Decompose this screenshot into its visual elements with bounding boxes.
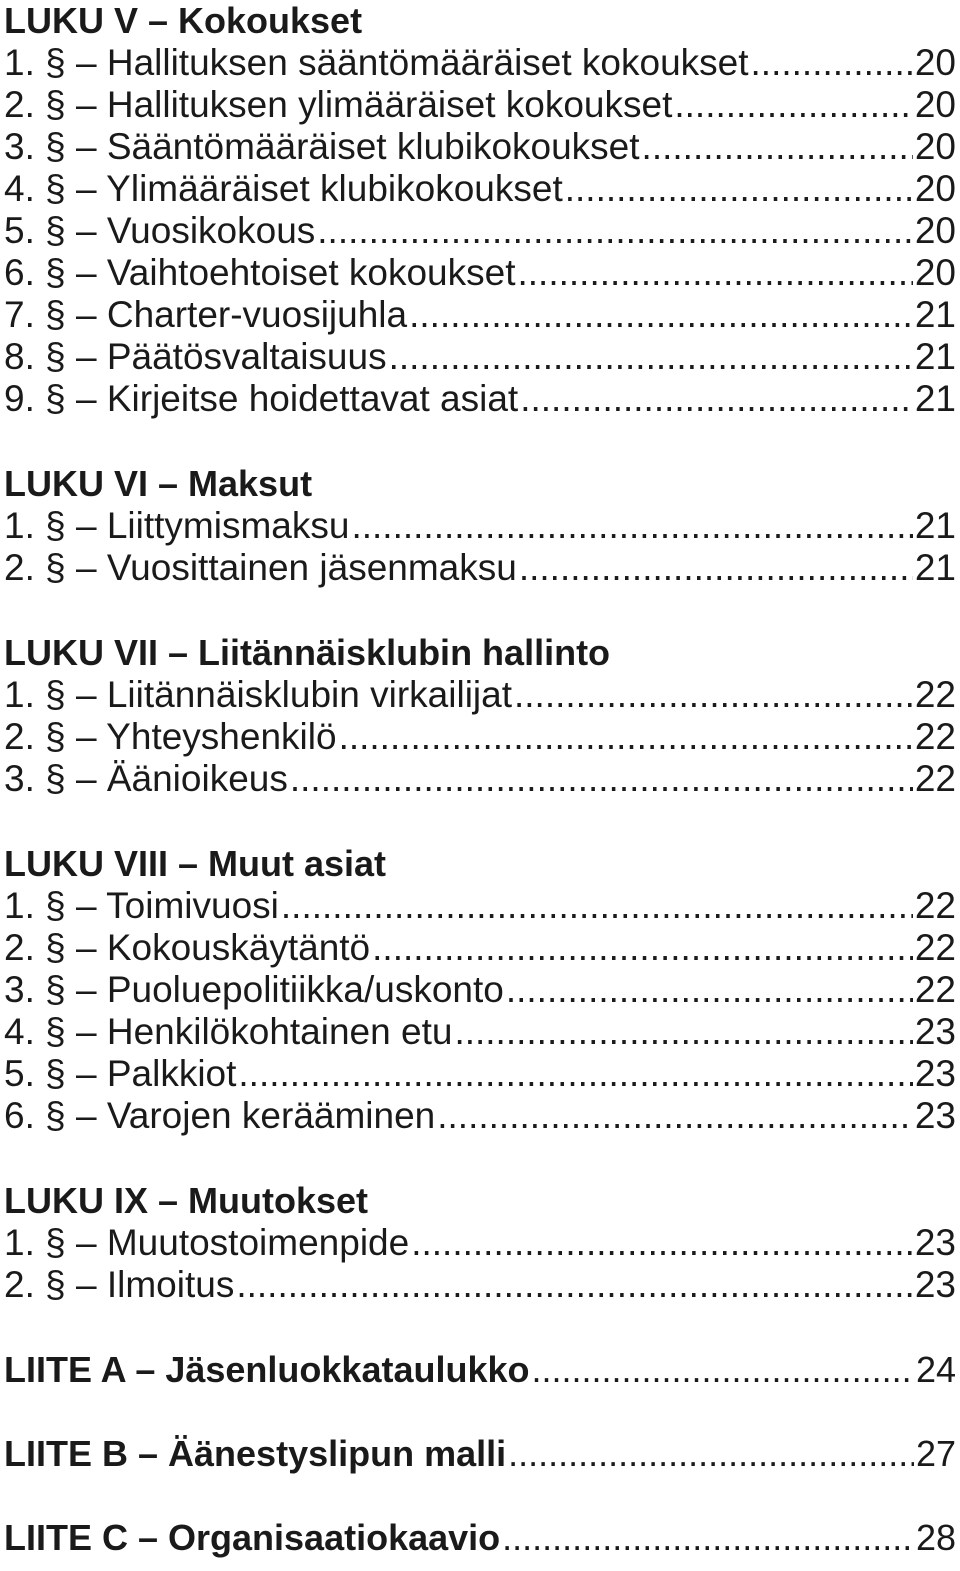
toc-entry[interactable] [4, 505, 956, 547]
page-number: 20 [914, 210, 956, 251]
entry-label: 1. § – Liitännäisklubin virkailijat [4, 674, 512, 715]
appendix-entry[interactable] [4, 1433, 956, 1475]
dot-leader [674, 84, 912, 126]
chapter-heading [4, 632, 956, 674]
entry-label: 3. § – Puoluepolitiikka/uskonto [4, 969, 504, 1010]
page-number: 23 [914, 1011, 956, 1052]
dot-leader [751, 42, 913, 84]
dot-leader [389, 336, 913, 378]
entry-label: 1. § – Liittymismaksu [4, 505, 350, 546]
toc-entry[interactable] [4, 42, 956, 84]
toc-entry[interactable] [4, 758, 956, 800]
section-spacer [4, 800, 956, 843]
entry-label: 6. § – Varojen kerääminen [4, 1095, 436, 1136]
page-number: 20 [914, 126, 956, 167]
entry-label: 2. § – Hallituksen ylimääräiset kokoukset [4, 84, 673, 125]
dot-leader [238, 1053, 912, 1095]
page-number: 22 [914, 758, 956, 799]
page-number: 22 [914, 716, 956, 757]
chapter-title: LUKU V – Kokoukset [4, 0, 363, 41]
dot-leader [339, 716, 913, 758]
page-number: 20 [914, 168, 956, 209]
chapter-title: LUKU VI – Maksut [4, 463, 313, 504]
section-spacer [4, 1391, 956, 1433]
section-spacer [4, 1306, 956, 1349]
toc-entry[interactable] [4, 1095, 956, 1137]
page-number: 21 [914, 378, 956, 419]
entry-label: 3. § – Äänioikeus [4, 758, 288, 799]
toc-entry[interactable] [4, 336, 956, 378]
toc-entry[interactable] [4, 378, 956, 420]
toc-entry[interactable] [4, 84, 956, 126]
chapter-title: LUKU VIII – Muut asiat [4, 843, 387, 884]
toc-entry[interactable] [4, 252, 956, 294]
page-number: 27 [915, 1433, 956, 1474]
appendix-entry[interactable] [4, 1349, 956, 1391]
chapter-heading [4, 0, 956, 42]
chapter-heading [4, 463, 956, 505]
toc-entry[interactable] [4, 969, 956, 1011]
chapter-title: LUKU IX – Muutokset [4, 1180, 369, 1221]
entry-label: 1. § – Muutostoimenpide [4, 1222, 410, 1263]
page-number: 20 [914, 84, 956, 125]
page-number: 23 [914, 1222, 956, 1263]
entry-label: 2. § – Yhteyshenkilö [4, 716, 337, 757]
dot-leader [642, 126, 913, 168]
entry-label: 5. § – Vuosikokous [4, 210, 316, 251]
entry-label: 3. § – Sääntömääräiset klubikokoukset [4, 126, 640, 167]
entry-label: 2. § – Ilmoitus [4, 1264, 235, 1305]
section-spacer [4, 1475, 956, 1517]
page-number: 21 [914, 547, 956, 588]
dot-leader [236, 1264, 913, 1306]
toc-entry[interactable] [4, 927, 956, 969]
page-number: 21 [914, 294, 956, 335]
page-number: 21 [914, 505, 956, 546]
entry-label: 2. § – Kokouskäytäntö [4, 927, 371, 968]
entry-label: 5. § – Palkkiot [4, 1053, 237, 1094]
table-of-contents [4, 0, 956, 1559]
chapter-title: LUKU VII – Liitännäisklubin hallinto [4, 632, 611, 673]
dot-leader [502, 1517, 914, 1559]
toc-entry[interactable] [4, 1264, 956, 1306]
entry-label: 6. § – Vaihtoehtoiset kokoukset [4, 252, 516, 293]
page-number: 23 [914, 1264, 956, 1305]
dot-leader [454, 1011, 912, 1053]
section-spacer [4, 589, 956, 632]
appendix-label: LIITE C – Organisaatiokaavio [4, 1517, 501, 1558]
dot-leader [517, 252, 912, 294]
toc-entry[interactable] [4, 885, 956, 927]
entry-label: 8. § – Päätösvaltaisuus [4, 336, 387, 377]
appendix-label: LIITE A – Jäsenluokkataulukko [4, 1349, 530, 1390]
dot-leader [508, 1433, 914, 1475]
toc-entry[interactable] [4, 210, 956, 252]
toc-entry[interactable] [4, 1011, 956, 1053]
dot-leader [514, 674, 913, 716]
dot-leader [281, 885, 913, 927]
page-number: 22 [914, 885, 956, 926]
entry-label: 4. § – Henkilökohtainen etu [4, 1011, 453, 1052]
page-number: 21 [914, 336, 956, 377]
chapter-heading [4, 1180, 956, 1222]
dot-leader [411, 1222, 913, 1264]
page-number: 22 [914, 674, 956, 715]
dot-leader [290, 758, 913, 800]
entry-label: 1. § – Hallituksen sääntömääräiset kokoukset [4, 42, 749, 83]
entry-label: 9. § – Kirjeitse hoidettavat asiat [4, 378, 519, 419]
section-spacer [4, 1137, 956, 1180]
page-number: 28 [915, 1517, 956, 1558]
toc-entry[interactable] [4, 674, 956, 716]
page-number: 22 [914, 969, 956, 1010]
chapter-heading [4, 843, 956, 885]
dot-leader [520, 378, 913, 420]
page-number: 23 [914, 1053, 956, 1094]
toc-entry[interactable] [4, 126, 956, 168]
toc-entry[interactable] [4, 547, 956, 589]
toc-entry[interactable] [4, 1053, 956, 1095]
dot-leader [372, 927, 913, 969]
page-number: 23 [914, 1095, 956, 1136]
toc-entry[interactable] [4, 716, 956, 758]
entry-label: 7. § – Charter-vuosijuhla [4, 294, 408, 335]
dot-leader [351, 505, 912, 547]
toc-entry[interactable] [4, 294, 956, 336]
entry-label: 4. § – Ylimääräiset klubikokoukset [4, 168, 563, 209]
page-number: 20 [914, 252, 956, 293]
section-spacer [4, 420, 956, 463]
toc-entry[interactable] [4, 168, 956, 210]
appendix-entry[interactable] [4, 1517, 956, 1559]
toc-entry[interactable] [4, 1222, 956, 1264]
dot-leader [317, 210, 913, 252]
dot-leader [565, 168, 913, 210]
dot-leader [519, 547, 913, 589]
dot-leader [532, 1349, 914, 1391]
dot-leader [437, 1095, 913, 1137]
page-number: 22 [914, 927, 956, 968]
dot-leader [506, 969, 913, 1011]
entry-label: 1. § – Toimivuosi [4, 885, 279, 926]
entry-label: 2. § – Vuosittainen jäsenmaksu [4, 547, 517, 588]
page-number: 24 [915, 1349, 956, 1390]
appendix-label: LIITE B – Äänestyslipun malli [4, 1433, 507, 1474]
page-number: 20 [914, 42, 956, 83]
dot-leader [409, 294, 913, 336]
